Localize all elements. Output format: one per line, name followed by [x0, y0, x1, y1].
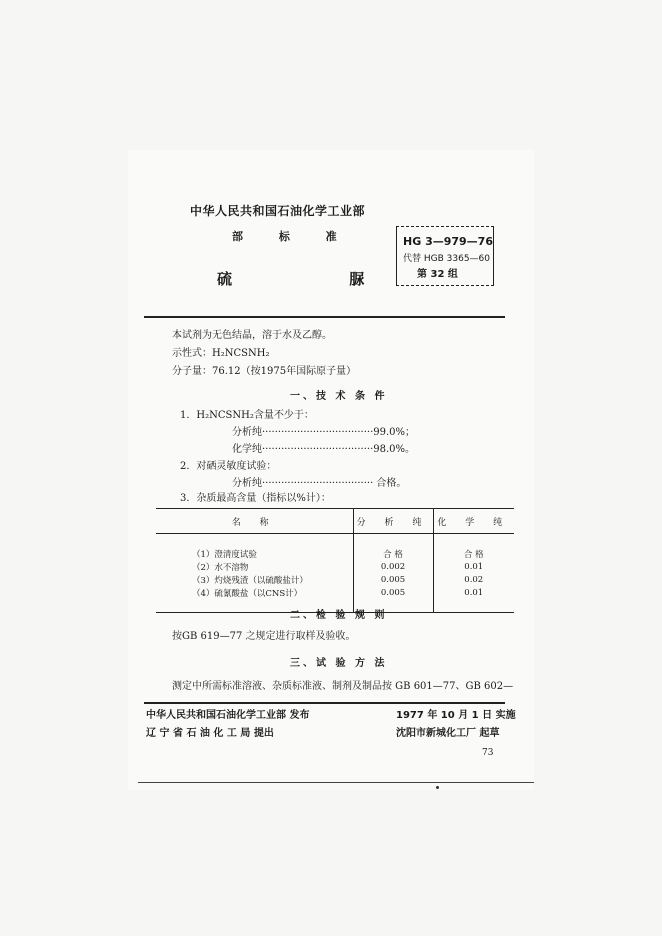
table-header-row: [156, 509, 514, 534]
impurity-name: （4）硫氰酸盐（以CNS计）: [192, 588, 303, 599]
scan-speck: [436, 786, 439, 789]
drafter-text: 沈阳市新城化工厂 起草: [396, 728, 500, 739]
item-2-label: 2．对硒灵敏度试验：: [180, 461, 277, 472]
product-name: 硫 脲: [217, 270, 421, 288]
table-row: [156, 560, 514, 573]
analytical-value: 0.005: [353, 573, 433, 586]
section-1-title: 一、技 术 条 件: [290, 391, 388, 402]
section-3-text: 测定中所需标准溶液、杂质标准液、制剂及制品按 GB 601—77、GB 602—: [172, 681, 514, 692]
page-number: 73: [482, 748, 494, 758]
impurity-name: （2）水不溶物: [192, 562, 249, 573]
analytical-value: 0.005: [353, 586, 433, 599]
header-chemical-grade: 化 学 纯: [433, 509, 514, 534]
impurity-name: （3）灼烧残渣（以硫酸盐计）: [192, 575, 308, 586]
section-3-title: 三、试 验 方 法: [290, 658, 388, 669]
table-row: [156, 547, 514, 560]
description-text: 本试剂为无色结晶，溶于水及乙醇。: [172, 330, 332, 341]
analytical-value: 合 格: [353, 547, 433, 560]
ministry-title: 中华人民共和国石油化学工业部: [190, 204, 366, 218]
group-number: 第 32 组: [417, 269, 458, 280]
section-2-text: 按GB 619—77 之规定进行取样及验收。: [172, 631, 356, 642]
molecular-weight-text: 分子量：76.12（按1975年国际原子量）: [172, 366, 357, 377]
impurity-table: [156, 508, 514, 613]
replaces-code: 代替 HGB 3365—60: [403, 254, 490, 264]
standard-code: HG 3—979—76: [403, 235, 493, 248]
standard-type: 部 标 准: [232, 230, 353, 243]
effective-date-text: 1977 年 10 月 1 日 实施: [396, 710, 516, 721]
chemical-value: 0.01: [433, 560, 514, 573]
analytical-value: 0.002: [353, 560, 433, 573]
footer-divider: [144, 702, 505, 704]
chemical-value: 合 格: [433, 547, 514, 560]
chemical-value: 0.02: [433, 573, 514, 586]
header-divider: [144, 316, 505, 318]
formula-text: 示性式：H₂NCSNH₂: [172, 348, 270, 359]
section-2-title: 二、检 验 规 则: [290, 610, 388, 621]
publisher-text: 中华人民共和国石油化学工业部 发布: [146, 710, 310, 721]
header-analytical-grade: 分 析 纯: [353, 509, 433, 534]
item-2-analytical-grade: 分析纯··································· 合格。: [232, 478, 407, 489]
item-1-chemical-grade: 化学纯···································98.0%。: [232, 444, 416, 455]
proposer-text: 辽 宁 省 石 油 化 工 局 提出: [146, 728, 274, 739]
item-3-label: 3．杂质最高含量（指标以%计）：: [180, 493, 331, 504]
impurity-name: （1）澄清度试验: [192, 549, 257, 560]
standard-code-box: [396, 226, 494, 286]
item-1-analytical-grade: 分析纯···································99.0%；: [232, 427, 416, 438]
header-name: 名 称: [156, 509, 353, 534]
chemical-value: 0.01: [433, 586, 514, 599]
table-row: [156, 573, 514, 586]
item-1-label: 1．H₂NCSNH₂含量不少于：: [180, 410, 314, 421]
table-row: [156, 586, 514, 599]
scan-bottom-line: [138, 782, 534, 783]
